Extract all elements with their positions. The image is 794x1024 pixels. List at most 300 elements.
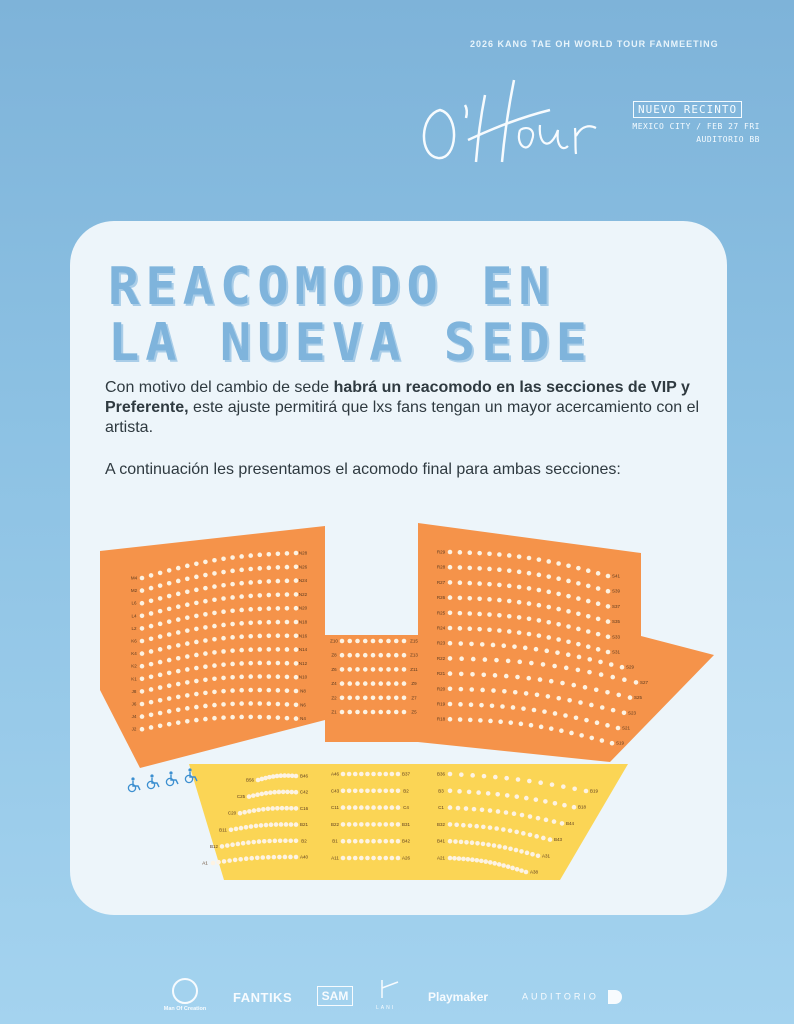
seat[interactable]	[220, 844, 225, 849]
seat[interactable]	[359, 772, 364, 777]
seat[interactable]	[564, 666, 569, 671]
seat[interactable]	[341, 822, 346, 827]
seat[interactable]	[276, 606, 281, 611]
seat[interactable]	[530, 852, 535, 857]
seat[interactable]	[272, 855, 277, 860]
seat[interactable]	[285, 579, 290, 584]
seat[interactable]	[386, 667, 391, 672]
seat[interactable]	[355, 681, 360, 686]
seat[interactable]	[203, 625, 208, 630]
seat[interactable]	[497, 583, 502, 588]
seat[interactable]	[267, 839, 272, 844]
seat[interactable]	[241, 841, 246, 846]
seat[interactable]	[285, 688, 290, 693]
seat[interactable]	[453, 839, 458, 844]
seat[interactable]	[212, 663, 217, 668]
seat[interactable]	[491, 688, 496, 693]
seat[interactable]	[289, 822, 294, 827]
seat[interactable]	[239, 608, 244, 613]
seat[interactable]	[185, 667, 190, 672]
seat[interactable]	[371, 639, 376, 644]
seat[interactable]	[230, 582, 235, 587]
seat[interactable]	[247, 809, 252, 814]
seat[interactable]	[383, 822, 388, 827]
seat[interactable]	[176, 643, 181, 648]
seat[interactable]	[140, 727, 145, 732]
seat[interactable]	[596, 647, 601, 652]
seat[interactable]	[471, 657, 476, 662]
seat[interactable]	[230, 702, 235, 707]
seat[interactable]	[383, 805, 388, 810]
seat[interactable]	[149, 586, 154, 591]
seat[interactable]	[543, 799, 548, 804]
seat[interactable]	[257, 553, 262, 558]
seat[interactable]	[176, 630, 181, 635]
seat[interactable]	[510, 866, 515, 871]
seat[interactable]	[294, 592, 299, 597]
seat[interactable]	[371, 772, 376, 777]
seat[interactable]	[544, 649, 549, 654]
seat[interactable]	[390, 822, 395, 827]
seat[interactable]	[294, 661, 299, 666]
seat[interactable]	[353, 839, 358, 844]
seat[interactable]	[167, 722, 172, 727]
seat[interactable]	[448, 822, 453, 827]
seat[interactable]	[470, 840, 475, 845]
seat[interactable]	[549, 679, 554, 684]
seat[interactable]	[221, 596, 226, 601]
seat[interactable]	[230, 635, 235, 640]
seat[interactable]	[587, 670, 592, 675]
seat[interactable]	[528, 832, 533, 837]
seat[interactable]	[468, 823, 473, 828]
seat[interactable]	[176, 682, 181, 687]
seat[interactable]	[341, 856, 346, 861]
seat[interactable]	[274, 822, 279, 827]
seat[interactable]	[288, 838, 293, 843]
seat[interactable]	[622, 677, 627, 682]
seat[interactable]	[532, 708, 537, 713]
seat[interactable]	[239, 634, 244, 639]
seat[interactable]	[294, 689, 299, 694]
seat[interactable]	[158, 622, 163, 627]
seat[interactable]	[257, 580, 262, 585]
seat[interactable]	[267, 674, 272, 679]
seat[interactable]	[488, 825, 493, 830]
seat[interactable]	[230, 648, 235, 653]
seat[interactable]	[149, 598, 154, 603]
seat[interactable]	[267, 620, 272, 625]
seat[interactable]	[185, 706, 190, 711]
seat[interactable]	[524, 796, 529, 801]
seat[interactable]	[508, 846, 513, 851]
seat[interactable]	[279, 822, 284, 827]
seat[interactable]	[267, 579, 272, 584]
seat[interactable]	[534, 834, 539, 839]
seat[interactable]	[596, 586, 601, 591]
seat[interactable]	[221, 623, 226, 628]
seat[interactable]	[610, 675, 615, 680]
seat[interactable]	[363, 681, 368, 686]
seat[interactable]	[454, 822, 459, 827]
seat[interactable]	[256, 808, 261, 813]
seat[interactable]	[203, 717, 208, 722]
seat[interactable]	[595, 720, 600, 725]
seat[interactable]	[537, 603, 542, 608]
seat[interactable]	[363, 639, 368, 644]
seat[interactable]	[276, 688, 281, 693]
seat[interactable]	[402, 710, 407, 715]
seat[interactable]	[556, 637, 561, 642]
seat[interactable]	[347, 839, 352, 844]
seat[interactable]	[396, 856, 401, 861]
seat[interactable]	[167, 683, 172, 688]
seat[interactable]	[230, 675, 235, 680]
seat[interactable]	[517, 585, 522, 590]
seat[interactable]	[458, 596, 463, 601]
seat[interactable]	[524, 691, 529, 696]
seat[interactable]	[280, 806, 285, 811]
seat[interactable]	[221, 715, 226, 720]
seat[interactable]	[185, 615, 190, 620]
seat[interactable]	[475, 858, 480, 863]
seat[interactable]	[257, 701, 262, 706]
seat[interactable]	[477, 581, 482, 586]
seat[interactable]	[267, 715, 272, 720]
seat[interactable]	[221, 689, 226, 694]
seat[interactable]	[487, 627, 492, 632]
seat[interactable]	[239, 688, 244, 693]
seat[interactable]	[508, 828, 513, 833]
seat[interactable]	[477, 596, 482, 601]
seat[interactable]	[576, 581, 581, 586]
seat[interactable]	[537, 618, 542, 623]
seat[interactable]	[371, 667, 376, 672]
seat[interactable]	[355, 653, 360, 658]
seat[interactable]	[469, 642, 474, 647]
seat[interactable]	[185, 602, 190, 607]
seat[interactable]	[512, 644, 517, 649]
seat[interactable]	[203, 638, 208, 643]
seat[interactable]	[194, 705, 199, 710]
seat[interactable]	[248, 701, 253, 706]
seat[interactable]	[483, 657, 488, 662]
seat[interactable]	[386, 681, 391, 686]
seat[interactable]	[269, 822, 274, 827]
seat[interactable]	[520, 813, 525, 818]
seat[interactable]	[609, 662, 614, 667]
seat[interactable]	[347, 856, 352, 861]
seat[interactable]	[158, 685, 163, 690]
seat[interactable]	[390, 839, 395, 844]
seat[interactable]	[149, 674, 154, 679]
seat[interactable]	[586, 614, 591, 619]
seat[interactable]	[548, 837, 553, 842]
seat[interactable]	[527, 601, 532, 606]
seat[interactable]	[347, 805, 352, 810]
seat[interactable]	[448, 772, 453, 777]
seat[interactable]	[546, 620, 551, 625]
seat[interactable]	[140, 651, 145, 656]
seat[interactable]	[140, 714, 145, 719]
seat[interactable]	[467, 611, 472, 616]
seat[interactable]	[517, 600, 522, 605]
seat[interactable]	[475, 841, 480, 846]
seat[interactable]	[294, 551, 299, 556]
seat[interactable]	[167, 568, 172, 573]
seat[interactable]	[264, 823, 269, 828]
seat[interactable]	[556, 696, 561, 701]
seat[interactable]	[294, 806, 299, 811]
seat[interactable]	[390, 856, 395, 861]
seat[interactable]	[457, 856, 462, 861]
seat[interactable]	[203, 586, 208, 591]
seat[interactable]	[340, 681, 345, 686]
seat[interactable]	[230, 662, 235, 667]
seat[interactable]	[347, 772, 352, 777]
seat[interactable]	[487, 597, 492, 602]
seat[interactable]	[289, 790, 294, 795]
seat[interactable]	[285, 661, 290, 666]
seat[interactable]	[477, 551, 482, 556]
seat[interactable]	[257, 839, 262, 844]
seat[interactable]	[479, 859, 484, 864]
seat[interactable]	[589, 736, 594, 741]
seat[interactable]	[493, 673, 498, 678]
seat[interactable]	[390, 772, 395, 777]
seat[interactable]	[490, 703, 495, 708]
seat[interactable]	[285, 675, 290, 680]
seat[interactable]	[528, 814, 533, 819]
seat[interactable]	[497, 552, 502, 557]
seat[interactable]	[267, 606, 272, 611]
seat[interactable]	[294, 703, 299, 708]
seat[interactable]	[477, 566, 482, 571]
seat[interactable]	[203, 599, 208, 604]
seat[interactable]	[458, 626, 463, 631]
seat[interactable]	[448, 856, 453, 861]
seat[interactable]	[267, 688, 272, 693]
seat[interactable]	[448, 595, 453, 600]
seat[interactable]	[276, 715, 281, 720]
seat[interactable]	[267, 701, 272, 706]
seat[interactable]	[257, 715, 262, 720]
seat[interactable]	[467, 626, 472, 631]
seat[interactable]	[579, 733, 584, 738]
seat[interactable]	[239, 568, 244, 573]
seat[interactable]	[458, 641, 463, 646]
seat[interactable]	[230, 842, 235, 847]
seat[interactable]	[257, 688, 262, 693]
seat[interactable]	[616, 726, 621, 731]
seat[interactable]	[396, 822, 401, 827]
seat[interactable]	[559, 728, 564, 733]
seat[interactable]	[239, 715, 244, 720]
seat[interactable]	[248, 594, 253, 599]
seat[interactable]	[230, 569, 235, 574]
seat[interactable]	[458, 565, 463, 570]
seat[interactable]	[227, 858, 232, 863]
seat[interactable]	[552, 819, 557, 824]
seat[interactable]	[283, 855, 288, 860]
seat[interactable]	[468, 718, 473, 723]
seat[interactable]	[285, 551, 290, 556]
seat[interactable]	[529, 661, 534, 666]
seat[interactable]	[261, 807, 266, 812]
seat[interactable]	[599, 672, 604, 677]
seat[interactable]	[492, 861, 497, 866]
seat[interactable]	[203, 704, 208, 709]
seat[interactable]	[534, 647, 539, 652]
seat[interactable]	[452, 856, 457, 861]
seat[interactable]	[185, 628, 190, 633]
seat[interactable]	[610, 741, 615, 746]
seat[interactable]	[477, 612, 482, 617]
seat[interactable]	[347, 667, 352, 672]
seat[interactable]	[487, 582, 492, 587]
seat[interactable]	[517, 554, 522, 559]
seat[interactable]	[546, 559, 551, 564]
seat[interactable]	[481, 842, 486, 847]
seat[interactable]	[566, 579, 571, 584]
seat[interactable]	[267, 593, 272, 598]
seat[interactable]	[140, 664, 145, 669]
seat[interactable]	[514, 794, 519, 799]
seat[interactable]	[586, 644, 591, 649]
seat[interactable]	[572, 805, 577, 810]
seat[interactable]	[285, 565, 290, 570]
seat[interactable]	[149, 662, 154, 667]
seat[interactable]	[371, 822, 376, 827]
seat[interactable]	[466, 857, 471, 862]
seat[interactable]	[221, 702, 226, 707]
seat[interactable]	[294, 774, 299, 779]
seat[interactable]	[386, 710, 391, 715]
seat[interactable]	[459, 656, 464, 661]
seat[interactable]	[203, 612, 208, 617]
seat[interactable]	[281, 790, 286, 795]
seat[interactable]	[294, 647, 299, 652]
seat[interactable]	[239, 554, 244, 559]
seat[interactable]	[167, 632, 172, 637]
seat[interactable]	[542, 709, 547, 714]
seat[interactable]	[212, 558, 217, 563]
seat[interactable]	[576, 668, 581, 673]
seat[interactable]	[583, 685, 588, 690]
seat[interactable]	[140, 689, 145, 694]
seat[interactable]	[459, 840, 464, 845]
seat[interactable]	[277, 790, 282, 795]
seat[interactable]	[396, 839, 401, 844]
seat[interactable]	[586, 584, 591, 589]
seat[interactable]	[238, 857, 243, 862]
seat[interactable]	[470, 773, 475, 778]
seat[interactable]	[474, 824, 479, 829]
seat[interactable]	[600, 705, 605, 710]
seat[interactable]	[546, 574, 551, 579]
seat[interactable]	[239, 826, 244, 831]
seat[interactable]	[467, 566, 472, 571]
seat[interactable]	[556, 561, 561, 566]
seat[interactable]	[493, 775, 498, 780]
seat[interactable]	[167, 709, 172, 714]
seat[interactable]	[244, 825, 249, 830]
seat[interactable]	[512, 811, 517, 816]
seat[interactable]	[260, 792, 265, 797]
seat[interactable]	[566, 652, 571, 657]
seat[interactable]	[158, 571, 163, 576]
seat[interactable]	[495, 792, 500, 797]
seat[interactable]	[537, 573, 542, 578]
seat[interactable]	[371, 789, 376, 794]
seat[interactable]	[289, 806, 294, 811]
seat[interactable]	[507, 614, 512, 619]
seat[interactable]	[394, 710, 399, 715]
seat[interactable]	[497, 567, 502, 572]
seat[interactable]	[598, 660, 603, 665]
seat[interactable]	[353, 856, 358, 861]
seat[interactable]	[149, 624, 154, 629]
seat[interactable]	[365, 805, 370, 810]
seat[interactable]	[285, 702, 290, 707]
seat[interactable]	[276, 661, 281, 666]
seat[interactable]	[212, 624, 217, 629]
seat[interactable]	[390, 789, 395, 794]
seat[interactable]	[248, 607, 253, 612]
seat[interactable]	[194, 692, 199, 697]
seat[interactable]	[365, 789, 370, 794]
seat[interactable]	[359, 822, 364, 827]
seat[interactable]	[194, 640, 199, 645]
seat[interactable]	[246, 840, 251, 845]
seat[interactable]	[527, 556, 532, 561]
seat[interactable]	[396, 772, 401, 777]
seat[interactable]	[355, 639, 360, 644]
seat[interactable]	[507, 584, 512, 589]
seat[interactable]	[264, 791, 269, 796]
seat[interactable]	[448, 656, 453, 661]
seat[interactable]	[365, 822, 370, 827]
seat[interactable]	[394, 653, 399, 658]
seat[interactable]	[267, 566, 272, 571]
seat[interactable]	[402, 653, 407, 658]
seat[interactable]	[600, 738, 605, 743]
seat[interactable]	[541, 662, 546, 667]
seat[interactable]	[566, 563, 571, 568]
seat[interactable]	[149, 687, 154, 692]
seat[interactable]	[255, 792, 260, 797]
seat[interactable]	[185, 564, 190, 569]
seat[interactable]	[276, 592, 281, 597]
seat[interactable]	[402, 696, 407, 701]
seat[interactable]	[341, 839, 346, 844]
seat[interactable]	[488, 808, 493, 813]
seat[interactable]	[556, 592, 561, 597]
seat[interactable]	[294, 822, 299, 827]
seat[interactable]	[212, 637, 217, 642]
seat[interactable]	[167, 645, 172, 650]
seat[interactable]	[560, 681, 565, 686]
seat[interactable]	[538, 780, 543, 785]
seat[interactable]	[257, 620, 262, 625]
seat[interactable]	[267, 633, 272, 638]
seat[interactable]	[461, 857, 466, 862]
seat[interactable]	[365, 856, 370, 861]
seat[interactable]	[140, 702, 145, 707]
seat[interactable]	[158, 673, 163, 678]
seat[interactable]	[519, 849, 524, 854]
seat[interactable]	[371, 805, 376, 810]
